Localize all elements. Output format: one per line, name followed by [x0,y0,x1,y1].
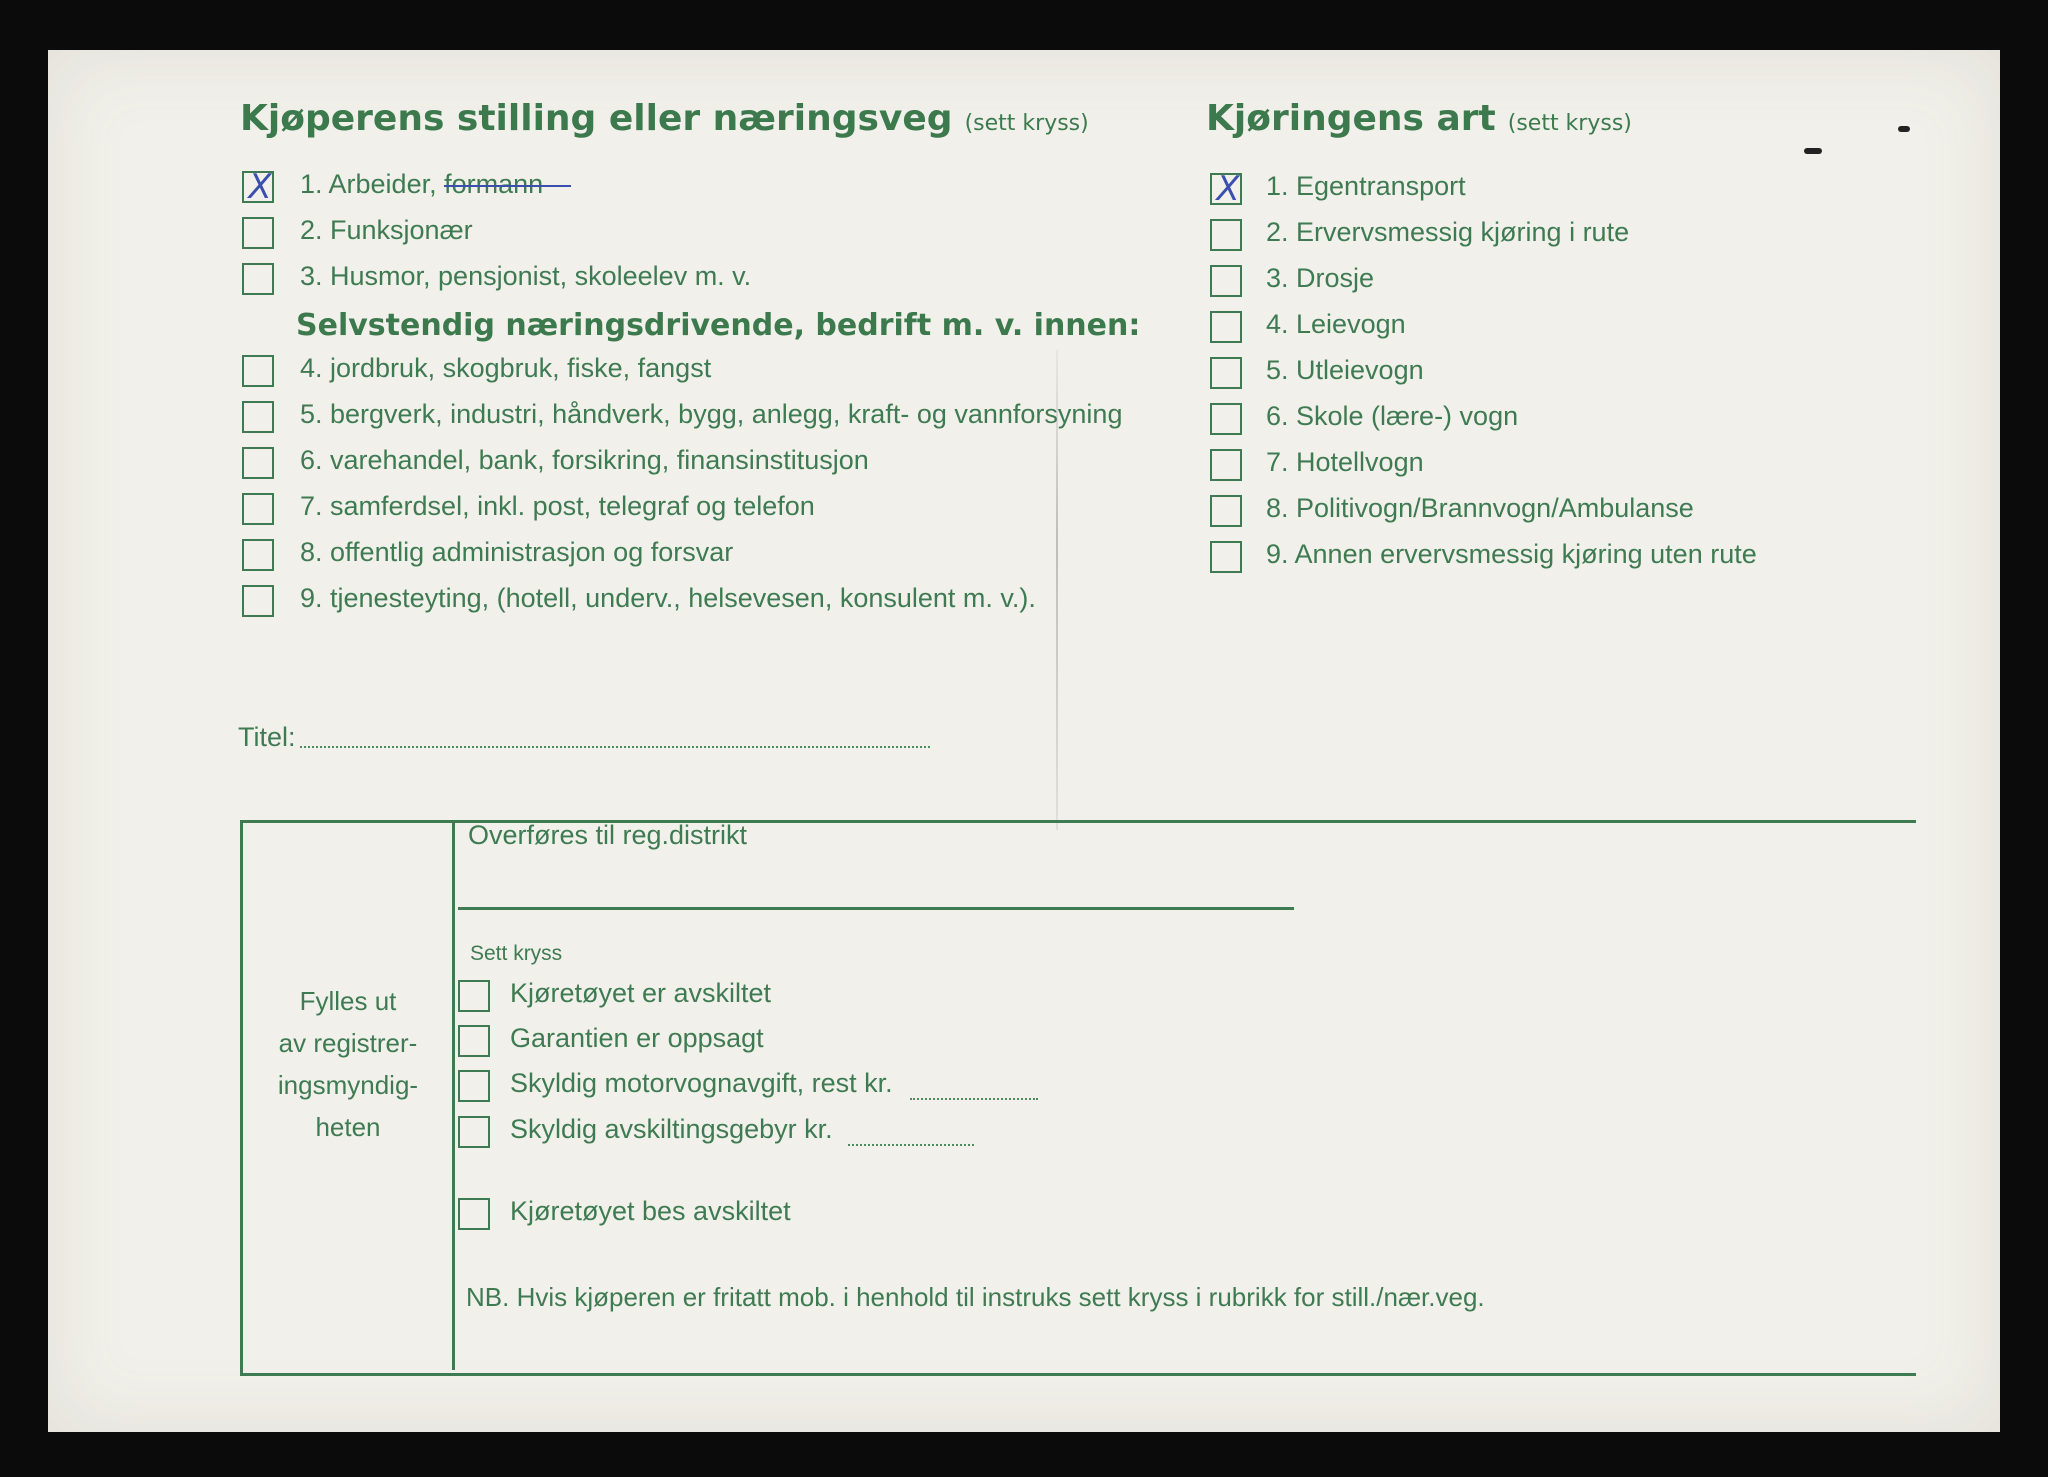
heading-text: Kjøperens stilling eller næringsveg [240,98,953,139]
option-label: 9. Annen ervervsmessig kjøring uten rute [1266,539,1757,569]
box-bottom-border [240,1373,1916,1376]
checkbox[interactable] [242,167,274,207]
checkbox[interactable] [458,1198,490,1230]
check-label: Skyldig avskiltingsgebyr kr. [510,1114,833,1144]
option-label: 4. Leievogn [1266,309,1406,339]
checkbox[interactable] [1210,495,1242,527]
option-label: 6. varehandel, bank, forsikring, finansinstitusjon [300,445,869,475]
driving-type-heading [1206,98,1632,139]
box-divider [452,820,455,1370]
amount-dotted-line[interactable] [848,1144,974,1146]
option-label: 2. Ervervsmessig kjøring i rute [1266,217,1630,247]
option-label: 5. Utleievogn [1266,355,1424,385]
checkbox[interactable] [458,1116,490,1148]
checkbox[interactable] [242,447,274,479]
heading-text: Kjøringens art [1206,98,1496,139]
title-dotted-line[interactable] [300,746,930,748]
checkbox[interactable] [458,1025,490,1057]
check-label: Kjøretøyet er avskiltet [510,978,772,1008]
option-label: 6. Skole (lære-) vogn [1266,401,1519,431]
transfer-district-label: Overføres til reg.distrikt [468,820,748,850]
checkbox[interactable] [1210,311,1242,343]
option-label: 1. Arbeider, [300,169,437,199]
option-label: 1. Egentransport [1266,171,1466,201]
checkbox[interactable] [242,539,274,571]
check-label: Skyldig motorvognavgift, rest kr. [510,1068,893,1098]
side-label-line: heten [315,1112,381,1142]
option-label: 8. Politivogn/Brannvogn/Ambulanse [1266,493,1694,523]
checkbox[interactable] [242,401,274,433]
option-label: 2. Funksjonær [300,215,473,245]
option-label: 5. bergverk, industri, håndverk, bygg, anlegg, kraft- og vannforsyning [300,399,1123,429]
checkbox[interactable] [458,1070,490,1102]
ink-smudge [1804,148,1822,154]
checkbox[interactable] [1210,219,1242,251]
option-label: 4. jordbruk, skogbruk, fiske, fangst [300,353,712,383]
title-field[interactable] [238,722,296,753]
option-label: 9. tjenesteyting, (hotell, underv., helsevesen, konsulent m. v.). [300,583,1036,613]
nb-note: NB. Hvis kjøperen er fritatt mob. i henhold til instruks sett kryss i rubrikk for still./nær.veg. [466,1282,1485,1312]
checkbox[interactable] [1210,403,1242,435]
side-label-line: Fylles ut [299,986,397,1016]
checkbox[interactable] [1210,541,1242,573]
checkbox[interactable] [242,493,274,525]
pen-cross-mark: X [248,167,272,207]
pen-cross-mark: X [1216,169,1240,209]
checkbox[interactable] [242,217,274,249]
check-instruction: Sett kryss [470,942,563,965]
form-sheet [48,50,2000,1432]
heading-note: (sett kryss) [964,111,1089,136]
checkbox[interactable] [242,355,274,387]
ink-smudge [1898,126,1910,132]
amount-dotted-line[interactable] [910,1098,1038,1100]
check-label: Garantien er oppsagt [510,1023,764,1053]
option-label: 3. Drosje [1266,263,1375,293]
checkbox[interactable] [1210,265,1242,297]
check-label: Kjøretøyet bes avskiltet [510,1196,791,1226]
title-label: Titel: [238,722,296,752]
option-label: 8. offentlig administrasjon og forsvar [300,537,734,567]
self-employed-subheading: Selvstendig næringsdrivende, bedrift m. v. innen: [296,308,1141,343]
heading-note: (sett kryss) [1507,111,1632,136]
checkbox[interactable] [1210,357,1242,389]
option-label: 7. samferdsel, inkl. post, telegraf og telefon [300,491,815,521]
checkbox[interactable] [1210,449,1242,481]
checkbox[interactable] [1210,169,1242,209]
checkbox[interactable] [242,263,274,295]
struck-word: formann [444,169,544,199]
buyer-occupation-heading [240,98,1089,139]
box-left-border [240,820,243,1376]
checkbox[interactable] [458,980,490,1012]
option-label: 3. Husmor, pensjonist, skoleelev m. v. [300,261,752,291]
side-label-line: ingsmyndig- [277,1070,419,1100]
registry-side-label [246,980,450,1148]
option-label: 7. Hotellvogn [1266,447,1424,477]
side-label-line: av registrer- [278,1028,418,1058]
transfer-district-line[interactable] [458,907,1294,910]
checkbox[interactable] [242,585,274,617]
